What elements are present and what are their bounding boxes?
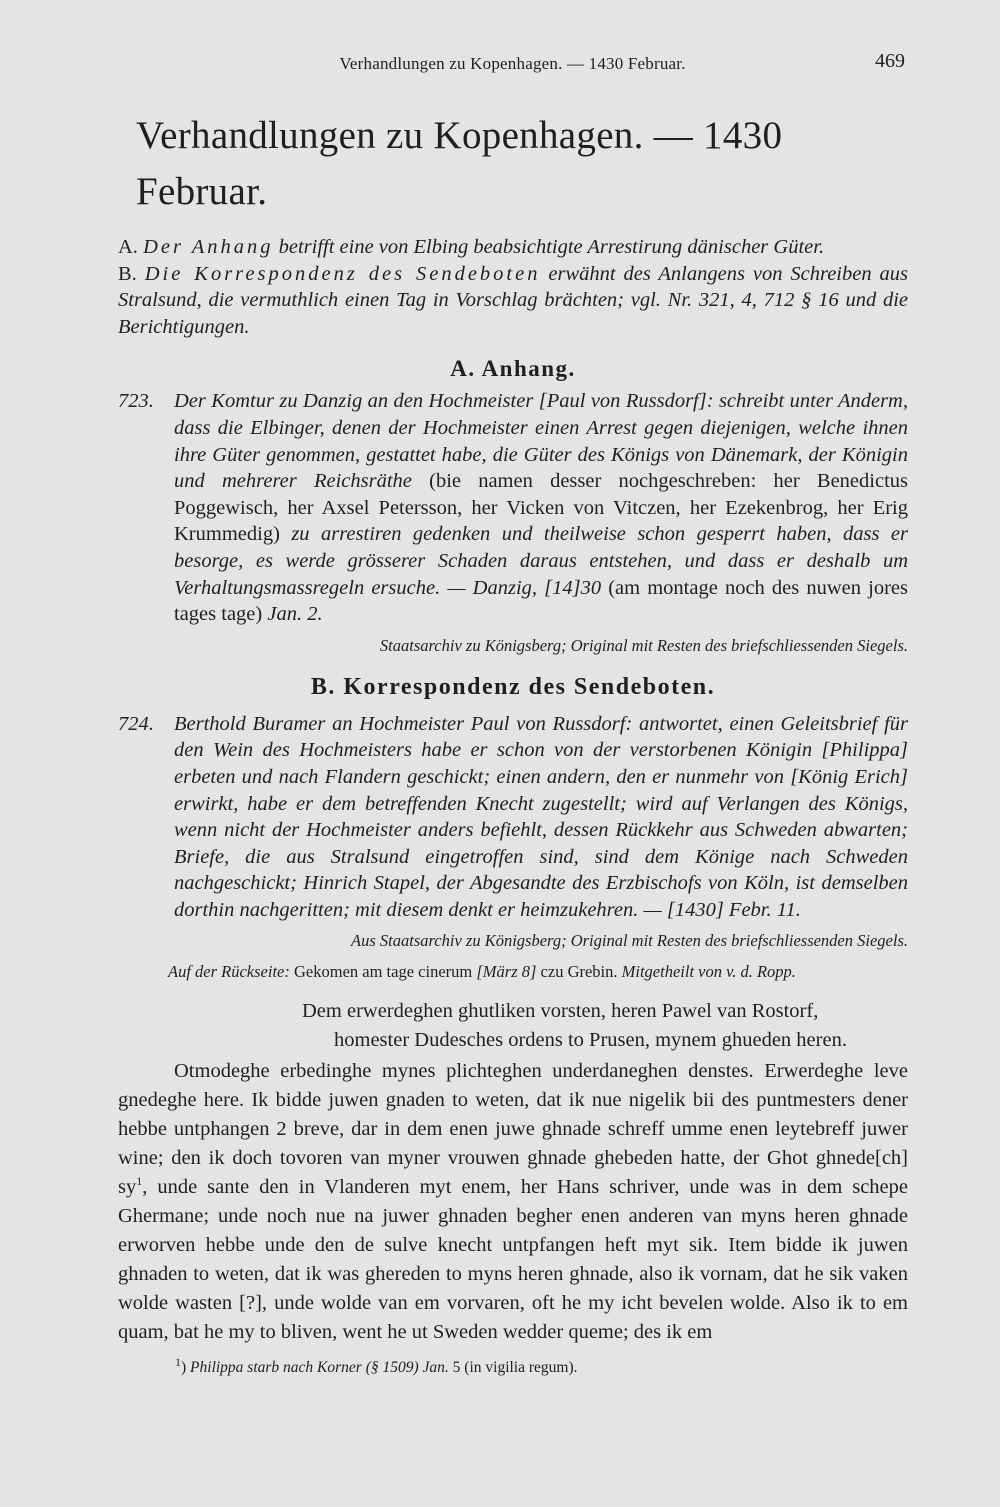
letter — [118, 997, 908, 1347]
page-header — [120, 50, 905, 84]
entry-724-text: Berthold Buramer an Hochmeister Paul von Russdorf: antwortet, einen Geleitsbrief für den Wein des Hochmeisters habe er schon von der verstorbenen Königin [Philippa] erbeten und nach Flandern geschickt; einen andern, den er nunmehr von [König Erich] erwirkt, habe er dem betreffenden Knecht zugestellt; wird auf Verlangen des Königs, wenn nicht der Hochmeister anders befiehlt, dessen Rückkehr aus Schweden abwarten; Briefe, die aus Stralsund eingetroffen sind, sind dem Könige nach Schweden nachgeschickt; Hinrich Stapel, der Abgesandte des Erzbischofs von Köln, ist demselben dorthin nachgeritten; mit diesem denkt er heimzukehren. — [1430] Febr. 11. — [174, 712, 908, 921]
note-credit: Mitgetheilt von v. d. Ropp. — [621, 962, 796, 982]
entry-number: 724. — [118, 712, 154, 735]
entry-723-source: Staatsarchiv zu Königsberg; Original mit Resten des briefschliessenden Siegels. — [379, 635, 908, 655]
entry-723-text — [174, 388, 908, 627]
footnote-text: 5 (in vigilia regum). — [448, 1359, 578, 1377]
intro-a-label: A. — [118, 236, 138, 258]
entry-723-date-original: (am montage noch des nuwen jores tages tage) — [174, 576, 908, 626]
note-date: [März 8] — [476, 962, 537, 982]
footnote-ref: 1 — [136, 1174, 143, 1189]
note-place: czu Grebin. — [536, 962, 622, 982]
intro-b-spaced: Die Korrespondenz des Sendeboten — [144, 262, 541, 285]
entry-723-summary-1: Der Komtur zu Danzig an den Hochmeister [Paul von Russdorf]: schreibt unter Anderm, dass die Elbinger, denen der Hochmeister einen Arrest gegen diejenigen, welche ihnen ihre Güter genommen, gestattet habe, die Güter des Königs von Dänemark, der Königin und mehrerer Reichsräthe — [174, 390, 908, 493]
entry-723-summary-2: zu arrestiren gedenken und theilweise schon gesperrt haben, dass er besorge, es werde grösserer Schaden daraus entstehen, und dass er deshalb um Verhaltungsmassregeln ersuche. — Danzig, [14]30 — [174, 523, 908, 599]
intro-summary — [118, 234, 908, 340]
entry-723 — [118, 388, 908, 656]
running-head: Verhandlungen zu Kopenhagen. — 1430 Februar. — [339, 54, 686, 73]
intro-b — [118, 261, 908, 341]
section-a-heading: A. Anhang. — [450, 356, 576, 382]
entry-723-date: Jan. 2. — [267, 603, 323, 626]
note-text: Gekomen am tage cinerum — [289, 962, 477, 982]
letter-address-2: homester Dudesches ordens to Prusen, mynem ghueden heren. — [334, 1029, 847, 1052]
letter-body-part-2: , unde sante den in Vlanderen myt enem, her Hans schriver, unde was in dem schepe Ghermane; unde noch nue na juwer ghnaden begher enen anderen van myns heren ghnade erworven hebbe unde den de sulve knecht untpfangen heft myt sik. Item bidde ik juwen ghnaden to weten, dat ik was ghereden to myns heren ghnade, also ik vornam, dat he sik vaken wolde wasten [?], unde wolde van em vorvaren, oft he my icht bevelen wolde. Also ik to em quam, bat he my to bliven, went he ut Sweden wedder queme; des ik em — [118, 1176, 908, 1344]
page-content — [118, 108, 908, 1379]
letter-body-part-1: Otmodeghe erbedinghe mynes plichteghen underdaneghen denstes. Erwerdeghe leve gnedeghe here. Ik bidde juwen gnaden to weten, dat ik nue nigelik bii des puntmesters dener hebbe untphangen 2 breve, dar in dem enen juwe ghnade schreff umme enen leytebreff juwer wine; den ik doch tovoren van myner vrouwen ghnade ghebeden hatte, der Ghot ghnede[ch] sy — [118, 1060, 908, 1199]
entry-724 — [118, 711, 908, 924]
page-number: 469 — [875, 50, 905, 72]
entry-723-names: (bie namen desser nochgeschreben: her Benedictus Poggewisch, her Axsel Petersson, her Vicken von Vitczen, her Ezekenbrog, her Erig Krummedig) — [174, 470, 908, 546]
entry-number: 723. — [118, 390, 154, 413]
note-label: Auf der Rückseite: — [168, 962, 290, 982]
entry-724-note — [168, 960, 908, 983]
page-title: Verhandlungen zu Kopenhagen. — 1430 Februar. — [136, 114, 783, 213]
intro-b-text: erwähnt des Anlangens von Schreiben aus Stralsund, die vermuthlich einen Tag in Vorschlag brächten; vgl. Nr. 321, 4, 712 § 16 und die Berichtigungen. — [118, 262, 909, 338]
footnote: $^1$) Philippa starb nach Korner (§ 1509) Jan. 5 (in vigilia regum). — [175, 1355, 578, 1377]
footnote-italic: Philippa starb nach Korner (§ 1509) Jan. — [190, 1359, 449, 1377]
intro-a — [118, 234, 908, 261]
intro-a-spaced: Der Anhang — [143, 236, 274, 258]
letter-address-1: Dem erwerdeghen ghutliken vorsten, heren Pawel van Rostorf, — [302, 1000, 819, 1023]
intro-b-label: B. — [118, 262, 137, 285]
entry-724-source: Aus Staatsarchiv zu Königsberg; Original mit Resten des briefschliessenden Siegels. — [351, 931, 908, 951]
letter-body — [118, 1057, 908, 1347]
intro-a-text: betrifft eine von Elbing beabsichtigte Arrestirung dänischer Güter. — [273, 236, 825, 258]
footnote-mark: 1 — [175, 1355, 181, 1370]
section-b-heading: B. Korrespondenz des Sendeboten. — [310, 673, 716, 700]
